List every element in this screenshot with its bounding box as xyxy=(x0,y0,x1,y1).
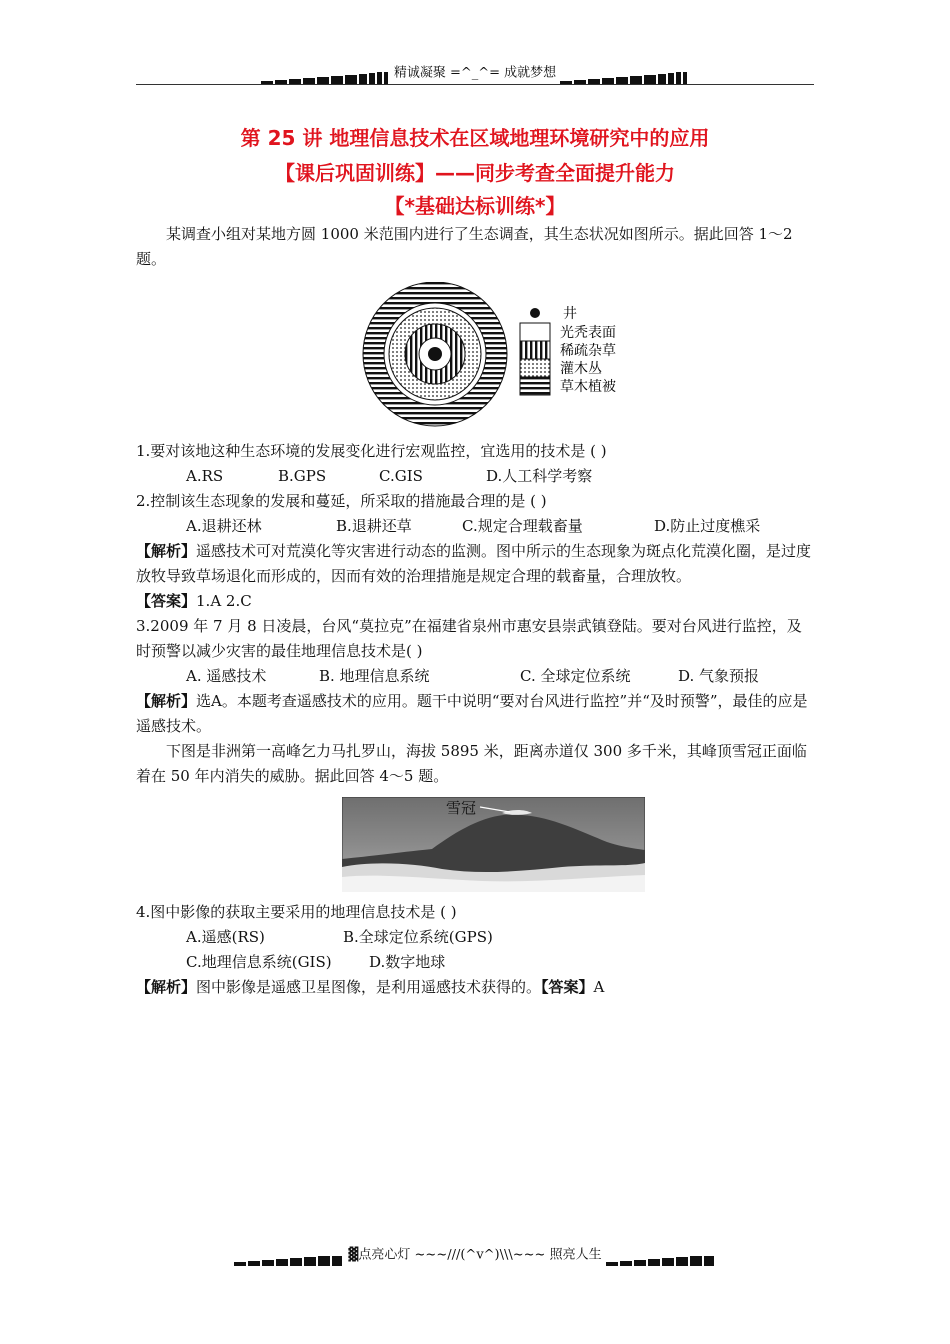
q3-option-b: B. 地理信息系统 xyxy=(319,667,430,685)
question-3-stem: 3.2009 年 7 月 8 日凌晨，台风“莫拉克”在福建省泉州市惠安县崇武镇登陆。要对台风进行监控，及时预警以减少灾害的最佳地理信息技术是( ) xyxy=(136,617,802,660)
section-title: 【*基础达标训练*】 xyxy=(384,194,566,218)
q2-option-c: C.规定合理载畜量 xyxy=(462,517,583,535)
q4-option-a: A.遥感(RS) xyxy=(186,928,265,946)
q1-option-a: A.RS xyxy=(186,467,224,485)
legend-label-bare: 光秃表面 xyxy=(560,325,616,341)
q4-option-c: C.地理信息系统(GIS) xyxy=(186,953,332,971)
footer-text: ▓点亮心灯 ~~~///(^v^)\\\~~~ 照亮人生 xyxy=(348,1247,602,1263)
intro-paragraph-2: 下图是非洲第一高峰乞力马扎罗山，海拔 5895 米，距离赤道仅 300 多千米，其峰顶雪冠正面临着在 50 年内消失的威胁。据此回答 4～5 题。 xyxy=(136,742,807,785)
q1-option-d: D.人工科学考察 xyxy=(486,467,593,485)
q3-option-c: C. 全球定位系统 xyxy=(520,667,631,685)
answer4-text: A xyxy=(593,978,605,996)
question-2-stem: 2.控制该生态现象的发展和蔓延，所采取的措施最合理的是 ( ) xyxy=(136,492,547,510)
answer4-label: 【答案】 xyxy=(541,978,594,996)
legend-label-weeds: 稀疏杂草 xyxy=(560,343,616,359)
analysis-text: 遥感技术可对荒漠化等灾害进行动态的监测。图中所示的生态现象为斑点化荒漠化圈，是过度放牧导致草场退化而形成的，因而有效的治理措施是规定合理的载畜量，合理放牧。 xyxy=(136,542,812,585)
header-text: 精诚凝聚 =^_^= 成就梦想 xyxy=(393,65,557,81)
q2-option-a: A.退耕还林 xyxy=(186,517,262,535)
q2-option-b: B.退耕还草 xyxy=(336,517,412,535)
question-4-stem: 4.图中影像的获取主要采用的地理信息技术是 ( ) xyxy=(136,903,457,921)
answer-label: 【答案】 xyxy=(136,592,197,610)
analysis4-text: 图中影像是遥感卫星图像，是利用遥感技术获得的。 xyxy=(196,978,542,996)
analysis3-label: 【解析】 xyxy=(136,692,197,710)
q3-option-d: D. 气象预报 xyxy=(678,667,760,685)
page-footer xyxy=(150,1244,800,1267)
analysis-q1-q2 xyxy=(136,539,816,589)
legend-label-vegetation: 草木植被 xyxy=(560,379,616,395)
sub-title: 【课后巩固训练】——同步考查全面提升能力 xyxy=(275,161,675,185)
footer-bars-left xyxy=(234,1244,344,1266)
ecology-ring-diagram xyxy=(355,282,645,432)
question-1-stem: 1.要对该地这种生态环境的发展变化进行宏观监控，宜选用的技术是 ( ) xyxy=(136,442,607,460)
analysis-q4 xyxy=(136,975,816,1000)
legend-well-icon xyxy=(530,308,540,318)
q3-option-a: A. 遥感技术 xyxy=(186,667,267,685)
legend-label-shrubs: 灌木丛 xyxy=(560,361,602,377)
footer-bars-right xyxy=(606,1244,716,1266)
page-header xyxy=(136,62,814,85)
analysis-label: 【解析】 xyxy=(136,542,197,560)
analysis-q3 xyxy=(136,689,816,739)
intro-paragraph-1: 某调查小组对某地方圆 1000 米范围内进行了生态调查，其生态状况如图所示。据此回答 1～2 题。 xyxy=(136,225,793,268)
header-bars-right xyxy=(560,62,689,84)
main-title: 第 25 讲 地理信息技术在区域地理环境研究中的应用 xyxy=(240,126,710,150)
legend-label-well: 井 xyxy=(563,306,577,322)
kilimanjaro-image xyxy=(342,797,645,892)
snow-cap-label: 雪冠 xyxy=(446,799,477,817)
q2-option-d: D.防止过度樵采 xyxy=(654,517,761,535)
well-icon xyxy=(428,347,442,361)
analysis3-text: 选A。本题考查遥感技术的应用。题干中说明“要对台风进行监控”并“及时预警”，最佳的应是遥感技术。 xyxy=(136,692,808,735)
q1-option-c: C.GIS xyxy=(379,467,423,485)
q4-option-b: B.全球定位系统(GPS) xyxy=(343,928,493,946)
analysis4-label: 【解析】 xyxy=(136,978,197,996)
answer-text: 1.A 2.C xyxy=(196,592,252,610)
header-bars-left xyxy=(261,62,390,84)
answer-q1-q2 xyxy=(136,589,816,614)
q1-option-b: B.GPS xyxy=(278,467,327,485)
q4-option-d: D.数字地球 xyxy=(369,953,446,971)
